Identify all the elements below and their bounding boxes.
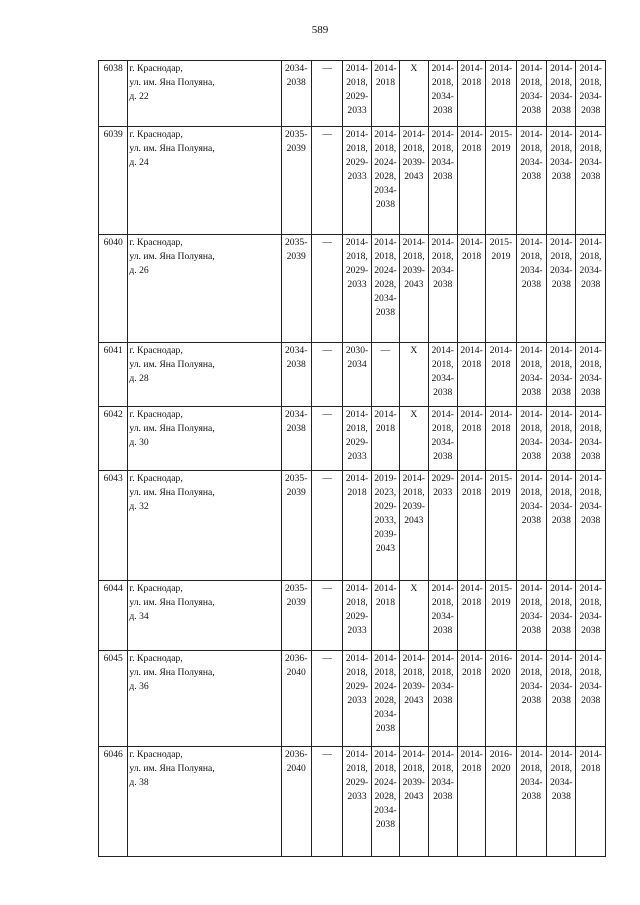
period-cell: — [311, 127, 342, 235]
period-cell: 2016- 2020 [486, 747, 516, 857]
period-cell: 2014- 2018 [371, 581, 399, 651]
period-cell: 2014- 2018, 2034- 2038 [547, 471, 576, 581]
row-number: 6042 [99, 407, 128, 471]
period-cell: 2014- 2018, 2034- 2038 [516, 471, 546, 581]
period-cell: — [311, 61, 342, 127]
schedule-table [98, 60, 606, 857]
period-cell: 2014- 2018 [576, 747, 606, 857]
period-cell: 2014- 2018, 2034- 2038 [428, 127, 457, 235]
address-cell: г. Краснодар, ул. им. Яна Полуяна, д. 26 [128, 235, 281, 343]
period-cell: 2014- 2018, 2034- 2038 [547, 581, 576, 651]
period-cell: 2014- 2018, 2024- 2028, 2034- 2038 [371, 747, 399, 857]
period-cell: 2014- 2018, 2034- 2038 [516, 581, 546, 651]
period-cell: 2014- 2018, 2034- 2038 [576, 127, 606, 235]
period-cell: — [311, 471, 342, 581]
page-number: 589 [311, 24, 329, 36]
period-cell: 2014- 2018, 2034- 2038 [547, 747, 576, 857]
period-cell: 2014- 2018, 2034- 2038 [428, 343, 457, 407]
table-row [99, 747, 606, 857]
period-cell: — [311, 747, 342, 857]
period-cell: 2014- 2018, 2034- 2038 [547, 61, 576, 127]
period-cell: 2014- 2018, 2034- 2038 [428, 581, 457, 651]
period-cell: 2014- 2018, 2024- 2028, 2034- 2038 [371, 127, 399, 235]
period-cell: 2014- 2018, 2029- 2033 [343, 581, 371, 651]
period-cell: 2034- 2038 [281, 61, 311, 127]
period-cell: 2014- 2018, 2034- 2038 [576, 407, 606, 471]
period-cell: 2015- 2019 [486, 127, 516, 235]
period-cell: 2036- 2040 [281, 651, 311, 747]
period-cell: 2019- 2023, 2029- 2033, 2039- 2043 [371, 471, 399, 581]
table-row [99, 651, 606, 747]
row-number: 6046 [99, 747, 128, 857]
period-cell: 2014- 2018, 2029- 2033 [343, 747, 371, 857]
address-cell: г. Краснодар, ул. им. Яна Полуяна, д. 38 [128, 747, 281, 857]
table-row [99, 343, 606, 407]
period-cell: 2014- 2018, 2034- 2038 [516, 61, 546, 127]
period-cell: 2014- 2018, 2029- 2033 [343, 407, 371, 471]
period-cell: Х [400, 343, 428, 407]
period-cell: — [311, 407, 342, 471]
period-cell: 2014- 2018, 2029- 2033 [343, 127, 371, 235]
period-cell: 2036- 2040 [281, 747, 311, 857]
period-cell: 2015- 2019 [486, 581, 516, 651]
address-cell: г. Краснодар, ул. им. Яна Полуяна, д. 24 [128, 127, 281, 235]
period-cell: 2014- 2018 [457, 61, 485, 127]
period-cell: 2014- 2018 [457, 651, 485, 747]
row-number: 6043 [99, 471, 128, 581]
period-cell: 2014- 2018 [457, 343, 485, 407]
period-cell: 2014- 2018, 2039- 2043 [400, 747, 428, 857]
period-cell: 2014- 2018, 2034- 2038 [576, 343, 606, 407]
period-cell: — [371, 343, 399, 407]
table-row [99, 471, 606, 581]
period-cell: 2014- 2018, 2034- 2038 [547, 407, 576, 471]
period-cell: 2014- 2018, 2034- 2038 [576, 471, 606, 581]
row-number: 6041 [99, 343, 128, 407]
period-cell: 2014- 2018, 2034- 2038 [547, 127, 576, 235]
period-cell: 2014- 2018, 2034- 2038 [576, 651, 606, 747]
period-cell: Х [400, 61, 428, 127]
period-cell: 2035- 2039 [281, 127, 311, 235]
table-row [99, 235, 606, 343]
period-cell: Х [400, 407, 428, 471]
period-cell: 2014- 2018, 2034- 2038 [428, 235, 457, 343]
period-cell: 2014- 2018 [486, 407, 516, 471]
period-cell: 2014- 2018, 2034- 2038 [428, 651, 457, 747]
period-cell: 2014- 2018, 2034- 2038 [516, 651, 546, 747]
period-cell: 2014- 2018, 2034- 2038 [547, 343, 576, 407]
address-cell: г. Краснодар, ул. им. Яна Полуяна, д. 30 [128, 407, 281, 471]
period-cell: 2014- 2018 [486, 61, 516, 127]
period-cell: 2014- 2018, 2034- 2038 [516, 127, 546, 235]
period-cell: 2014- 2018, 2034- 2038 [428, 407, 457, 471]
period-cell: 2035- 2039 [281, 235, 311, 343]
period-cell: 2014- 2018, 2034- 2038 [576, 235, 606, 343]
period-cell: — [311, 235, 342, 343]
period-cell: 2014- 2018 [457, 235, 485, 343]
period-cell: 2014- 2018, 2034- 2038 [516, 407, 546, 471]
row-number: 6039 [99, 127, 128, 235]
period-cell: 2014- 2018, 2039- 2043 [400, 651, 428, 747]
period-cell: 2014- 2018 [457, 747, 485, 857]
period-cell: 2014- 2018, 2039- 2043 [400, 127, 428, 235]
row-number: 6038 [99, 61, 128, 127]
period-cell: 2014- 2018, 2034- 2038 [428, 61, 457, 127]
period-cell: 2014- 2018, 2034- 2038 [547, 651, 576, 747]
period-cell: — [311, 651, 342, 747]
period-cell: 2014- 2018 [343, 471, 371, 581]
address-cell: г. Краснодар, ул. им. Яна Полуяна, д. 22 [128, 61, 281, 127]
period-cell: 2014- 2018, 2039- 2043 [400, 471, 428, 581]
table-row [99, 407, 606, 471]
period-cell: Х [400, 581, 428, 651]
period-cell: 2014- 2018, 2034- 2038 [516, 235, 546, 343]
period-cell: 2014- 2018 [457, 581, 485, 651]
period-cell: 2015- 2019 [486, 235, 516, 343]
table-row [99, 581, 606, 651]
row-number: 6040 [99, 235, 128, 343]
period-cell: 2014- 2018, 2034- 2038 [428, 747, 457, 857]
period-cell: 2014- 2018, 2034- 2038 [516, 343, 546, 407]
period-cell: 2030- 2034 [343, 343, 371, 407]
table-row [99, 127, 606, 235]
period-cell: 2034- 2038 [281, 407, 311, 471]
period-cell: 2014- 2018 [371, 407, 399, 471]
row-number: 6044 [99, 581, 128, 651]
period-cell: 2015- 2019 [486, 471, 516, 581]
address-cell: г. Краснодар, ул. им. Яна Полуяна, д. 34 [128, 581, 281, 651]
period-cell: 2014- 2018, 2029- 2033 [343, 235, 371, 343]
address-cell: г. Краснодар, ул. им. Яна Полуяна, д. 32 [128, 471, 281, 581]
period-cell: — [311, 343, 342, 407]
period-cell: 2035- 2039 [281, 581, 311, 651]
period-cell: 2014- 2018 [457, 471, 485, 581]
period-cell: 2035- 2039 [281, 471, 311, 581]
period-cell: 2014- 2018, 2034- 2038 [547, 235, 576, 343]
period-cell: 2034- 2038 [281, 343, 311, 407]
address-cell: г. Краснодар, ул. им. Яна Полуяна, д. 36 [128, 651, 281, 747]
period-cell: 2014- 2018, 2039- 2043 [400, 235, 428, 343]
period-cell: 2014- 2018, 2034- 2038 [576, 61, 606, 127]
period-cell: 2014- 2018, 2024- 2028, 2034- 2038 [371, 235, 399, 343]
period-cell: 2014- 2018, 2034- 2038 [516, 747, 546, 857]
row-number: 6045 [99, 651, 128, 747]
period-cell: 2029- 2033 [428, 471, 457, 581]
period-cell: 2014- 2018, 2024- 2028, 2034- 2038 [371, 651, 399, 747]
period-cell: 2014- 2018 [457, 127, 485, 235]
period-cell: 2014- 2018, 2029- 2033 [343, 651, 371, 747]
period-cell: — [311, 581, 342, 651]
period-cell: 2014- 2018 [371, 61, 399, 127]
period-cell: 2014- 2018 [486, 343, 516, 407]
table-row [99, 61, 606, 127]
period-cell: 2014- 2018, 2034- 2038 [576, 581, 606, 651]
period-cell: 2016- 2020 [486, 651, 516, 747]
address-cell: г. Краснодар, ул. им. Яна Полуяна, д. 28 [128, 343, 281, 407]
period-cell: 2014- 2018, 2029- 2033 [343, 61, 371, 127]
period-cell: 2014- 2018 [457, 407, 485, 471]
